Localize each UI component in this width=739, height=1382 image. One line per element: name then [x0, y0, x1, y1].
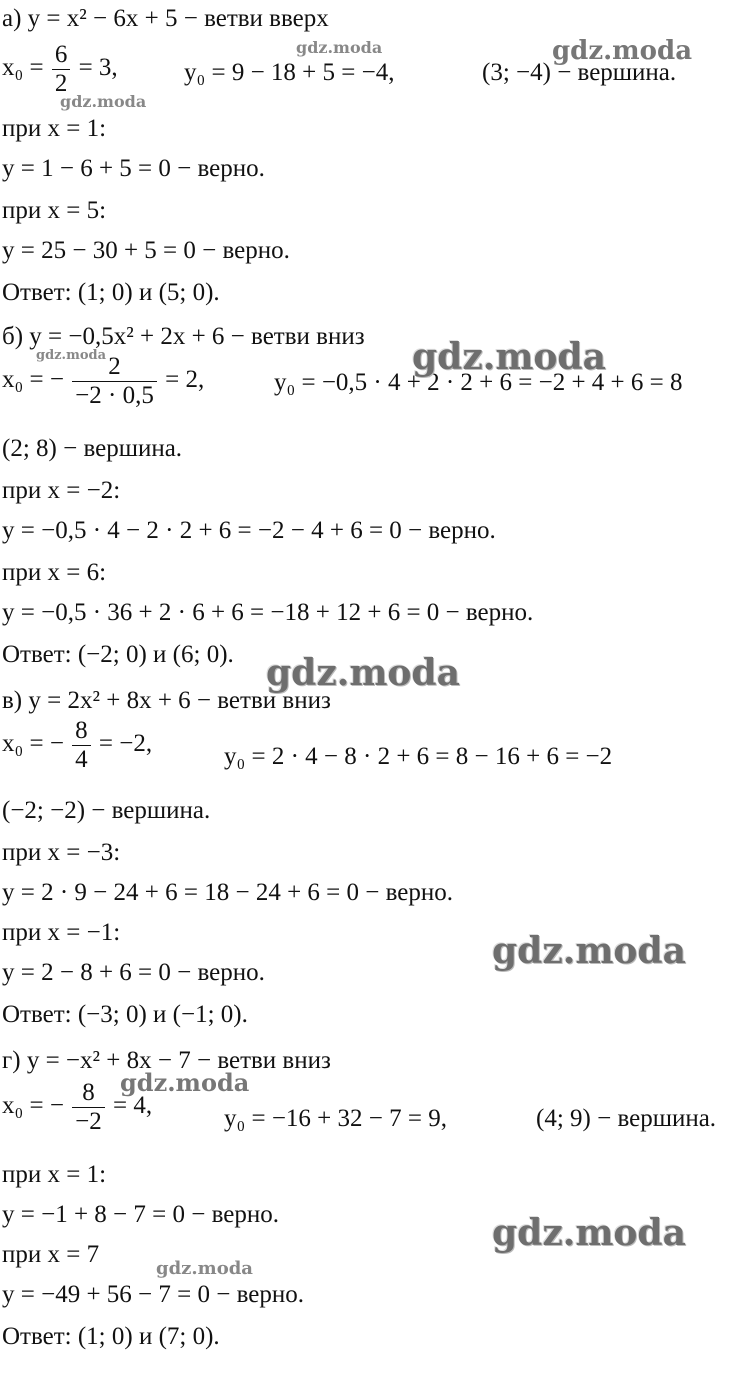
part-v-vertex: (−2; −2) − вершина. [2, 797, 211, 824]
part-v-heading: в) y = 2x² + 8x + 6 − ветви вниз [2, 687, 331, 714]
part-a-check2: y = 25 − 30 + 5 = 0 − верно. [2, 237, 290, 264]
fraction [72, 1079, 105, 1136]
part-a-check1-label: при x = 1: [2, 115, 107, 142]
fraction-numerator: 8 [82, 1078, 95, 1106]
fraction [72, 717, 91, 774]
part-b-y0: y₀ = −0,5 · 4 + 2 · 2 + 6 = −2 + 4 + 6 = 8 [274, 369, 683, 396]
watermark: gdz.moda [156, 1258, 253, 1279]
fraction-denominator: 4 [72, 745, 91, 774]
part-v-check1-label: при x = −3: [2, 839, 121, 866]
part-a-answer: Ответ: (1; 0) и (5; 0). [2, 279, 220, 306]
part-a-heading: а) y = x² − 6x + 5 − ветви вверх [2, 5, 329, 32]
part-g-answer: Ответ: (1; 0) и (7; 0). [2, 1323, 220, 1350]
part-b-check1: y = −0,5 · 4 − 2 · 2 + 6 = −2 − 4 + 6 = 0 − верно. [2, 517, 496, 544]
watermark: gdz.moda [36, 348, 107, 363]
x0-tail: = 4, [113, 1092, 153, 1119]
part-v-check2-label: при x = −1: [2, 919, 121, 946]
part-b-check2: y = −0,5 · 36 + 2 · 6 + 6 = −18 + 12 + 6 = 0 − верно. [2, 599, 534, 626]
part-a-check2-label: при x = 5: [2, 197, 107, 224]
watermark: gdz.moda [120, 1068, 250, 1097]
watermark: gdz.moda [492, 1212, 686, 1254]
watermark: gdz.moda [552, 36, 693, 66]
x0-prefix: x₀ = − [2, 366, 64, 393]
part-a-vertex: (3; −4) − вершина. [482, 59, 677, 86]
part-v-y0: y₀ = 2 · 4 − 8 · 2 + 6 = 8 − 16 + 6 = −2 [224, 743, 613, 770]
x0-tail: = 3, [78, 54, 118, 81]
part-g-vertex: (4; 9) − вершина. [536, 1105, 717, 1132]
part-b-answer: Ответ: (−2; 0) и (6; 0). [2, 641, 234, 668]
part-g-check2-label: при x = 7 [2, 1241, 100, 1268]
fraction-numerator: 2 [108, 352, 121, 380]
watermark: gdz.moda [492, 930, 686, 972]
part-b-check2-label: при x = 6: [2, 559, 107, 586]
part-v-check1: y = 2 · 9 − 24 + 6 = 18 − 24 + 6 = 0 − верно. [2, 879, 454, 906]
watermark: gdz.moda [60, 92, 147, 111]
fraction-numerator: 6 [54, 40, 68, 68]
part-b-heading: б) y = −0,5x² + 2x + 6 − ветви вниз [2, 323, 365, 350]
fraction-numerator: 8 [75, 716, 88, 744]
fraction-denominator: 2 [52, 69, 71, 98]
part-v-x0 [2, 714, 152, 774]
x0-prefix: x₀ = [2, 54, 44, 81]
x0-prefix: x₀ = − [2, 730, 64, 757]
part-g-check1: y = −1 + 8 − 7 = 0 − верно. [2, 1201, 279, 1228]
watermark: gdz.moda [296, 38, 383, 57]
watermark: gdz.moda [412, 336, 606, 378]
part-b-check1-label: при x = −2: [2, 477, 121, 504]
part-g-y0: y₀ = −16 + 32 − 7 = 9, [224, 1105, 447, 1132]
part-a-x0 [2, 38, 118, 98]
part-v-answer: Ответ: (−3; 0) и (−1; 0). [2, 1001, 248, 1028]
x0-tail: = −2, [98, 730, 153, 757]
part-g-check2: y = −49 + 56 − 7 = 0 − верно. [2, 1281, 304, 1308]
part-v-check2: y = 2 − 8 + 6 = 0 − верно. [2, 959, 265, 986]
part-g-check1-label: при x = 1: [2, 1161, 107, 1188]
x0-tail: = 2, [165, 366, 205, 393]
fraction-denominator: −2 · 0,5 [72, 381, 157, 410]
fraction-denominator: −2 [72, 1107, 105, 1136]
x0-prefix: x₀ = − [2, 1092, 64, 1119]
part-b-vertex: (2; 8) − вершина. [2, 435, 183, 462]
part-a-check1: y = 1 − 6 + 5 = 0 − верно. [2, 155, 265, 182]
part-a-y0: y₀ = 9 − 18 + 5 = −4, [184, 59, 395, 86]
part-g-heading: г) y = −x² + 8x − 7 − ветви вниз [2, 1047, 331, 1074]
fraction [52, 41, 71, 98]
watermark: gdz.moda [266, 652, 460, 694]
